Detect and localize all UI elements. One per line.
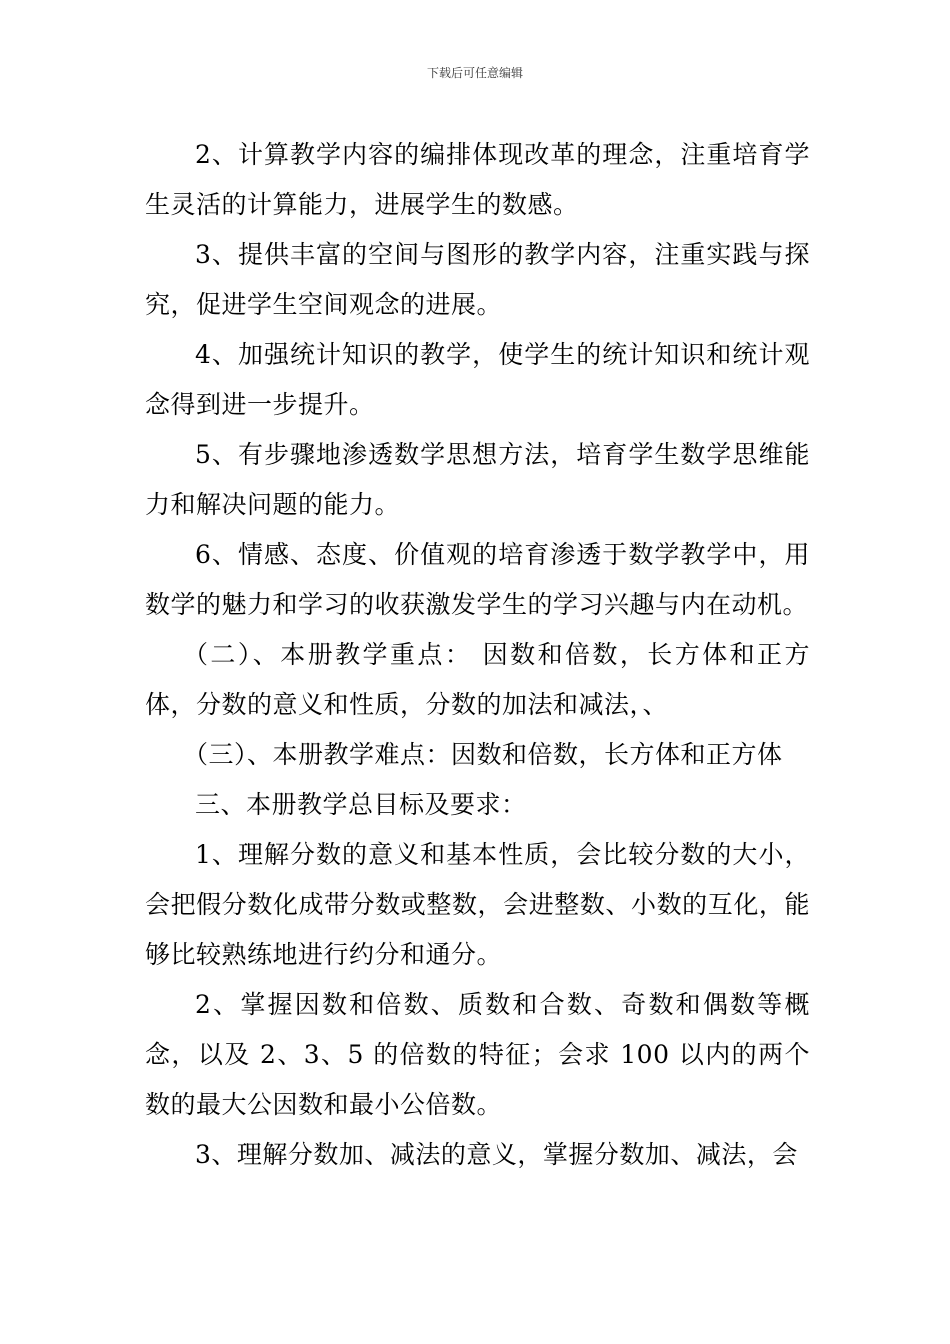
paragraph-item-4: 4、加强统计知识的教学，使学生的统计知识和统计观念得到进一步提升。 [145, 340, 810, 419]
section-heading-goals: 三、本册教学总目标及要求： [195, 790, 527, 819]
paragraph-item-2: 2、计算教学内容的编排体现改革的理念，注重培育学生灵活的计算能力，进展学生的数感。 [145, 140, 810, 219]
goal-item-3: 3、理解分数加、减法的意义，掌握分数加、减法，会 [195, 1140, 798, 1169]
document-body [145, 130, 810, 1180]
paragraph-difficult-points: （三）、本册教学难点：因数和倍数，长方体和正方体 [183, 740, 783, 769]
paragraph-key-points: （二）、本册教学重点： 因数和倍数，长方体和正方体，分数的意义和性质，分数的加法和减法，、 [145, 640, 810, 719]
paragraph-item-6: 6、情感、态度、价值观的培育渗透于数学教学中，用数学的魅力和学习的收获激发学生的学习兴趣与内在动机。 [145, 540, 810, 619]
page-header-note: 下载后可任意编辑 [426, 66, 523, 80]
paragraph-item-5: 5、有步骤地渗透数学思想方法，培育学生数学思维能力和解决问题的能力。 [145, 440, 810, 519]
goal-item-1: 1、理解分数的意义和基本性质，会比较分数的大小，会把假分数化成带分数或整数，会进整数、小数的互化，能够比较熟练地进行约分和通分。 [145, 840, 810, 969]
goal-item-2: 2、掌握因数和倍数、质数和合数、奇数和偶数等概念，以及 2、3、5 的倍数的特征；会求 100 以内的两个数的最大公因数和最小公倍数。 [145, 990, 810, 1119]
paragraph-item-3: 3、提供丰富的空间与图形的教学内容，注重实践与探究，促进学生空间观念的进展。 [145, 240, 810, 319]
